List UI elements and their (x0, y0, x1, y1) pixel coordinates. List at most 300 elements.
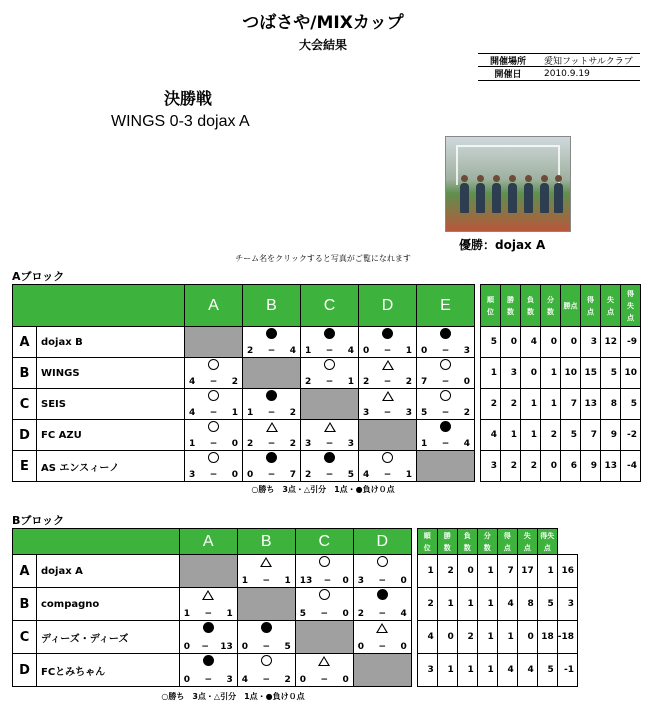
score-dash: − (262, 675, 270, 685)
score-against: 3 (405, 408, 412, 418)
stat-value: 2 (417, 588, 437, 621)
stat-value: 16 (557, 555, 577, 588)
match-cell (243, 420, 301, 451)
score-against: 2 (405, 377, 412, 387)
stat-value: -1 (557, 654, 577, 687)
player-figure (492, 183, 501, 213)
stat-value: 1 (537, 555, 557, 588)
score-for: 3 (363, 408, 370, 418)
score-for: 2 (247, 439, 254, 449)
table-row (13, 420, 641, 451)
team-name-link[interactable]: SEIS (37, 389, 185, 420)
score-against: 5 (284, 642, 291, 652)
loss-mark-icon (266, 452, 277, 463)
row-key: E (13, 451, 37, 482)
score-for: 7 (421, 377, 428, 387)
score-against: 4 (400, 609, 407, 619)
row-key: C (13, 389, 37, 420)
final-label: 決勝戦 (164, 89, 213, 108)
score-for: 0 (363, 346, 370, 356)
match-cell (179, 588, 237, 621)
stat-header-text: 得失 (540, 531, 555, 540)
winner-label: 優勝：dojax A (459, 238, 546, 252)
stat-header (457, 529, 477, 555)
stat-header-text: 数 (527, 307, 534, 316)
score-against: 5 (347, 470, 354, 480)
score-for: 3 (357, 576, 364, 586)
match-score (185, 439, 242, 449)
stat-header (481, 285, 501, 327)
stat-value: 1 (521, 389, 541, 420)
date-row (478, 67, 640, 81)
venue-key: 開催場所 (489, 56, 526, 67)
match-score (296, 576, 353, 586)
score-for: 3 (189, 470, 196, 480)
match-cell (179, 654, 237, 687)
column-header: D (353, 529, 411, 555)
score-against: 13 (220, 642, 233, 652)
column-header: A (185, 285, 243, 327)
stat-header (581, 285, 601, 327)
score-against: 7 (289, 470, 296, 480)
row-key: D (13, 420, 37, 451)
match-result (301, 328, 358, 342)
match-result (354, 589, 411, 603)
stat-value: 7 (497, 555, 517, 588)
match-score (296, 609, 353, 619)
stat-header-text: 数 (443, 543, 451, 552)
score-dash: − (209, 470, 218, 480)
loss-mark-icon (203, 622, 214, 633)
stat-header-text: 数 (463, 543, 471, 552)
row-key: A (13, 327, 37, 358)
stat-value: 1 (477, 588, 497, 621)
match-score (359, 470, 416, 480)
self-match-cell (301, 389, 359, 420)
self-match-cell (237, 588, 295, 621)
team-name-link[interactable]: compagno (37, 588, 180, 621)
stat-header-text: 数 (547, 307, 554, 316)
score-against: 0 (463, 377, 470, 387)
score-dash: − (383, 346, 392, 356)
score-against: 4 (463, 439, 470, 449)
table-row (13, 654, 578, 687)
score-for: 2 (363, 377, 370, 387)
column-header: E (417, 285, 475, 327)
loss-mark-icon (266, 390, 277, 401)
match-cell (243, 327, 301, 358)
stat-value: -18 (557, 621, 577, 654)
stat-header-text: 点 (503, 543, 511, 552)
draw-mark-icon (376, 623, 388, 633)
win-mark-icon (440, 390, 451, 401)
stat-header (497, 529, 517, 555)
match-score (238, 675, 295, 685)
loss-mark-icon (440, 328, 451, 339)
score-against: 1 (347, 377, 354, 387)
match-cell (237, 555, 295, 588)
block-a-legend: ○勝ち 3点・△引分 1点・●負け０点 (251, 485, 395, 494)
match-score (301, 346, 358, 356)
match-result (301, 421, 358, 435)
score-for: 4 (189, 408, 196, 418)
stat-header-text: 点 (607, 307, 614, 316)
match-result (180, 589, 237, 603)
stat-value: 4 (517, 654, 537, 687)
stat-value: 1 (457, 588, 477, 621)
stat-header-text: 勝点 (563, 301, 578, 310)
self-match-cell (359, 420, 417, 451)
block-a-table (12, 284, 641, 482)
table-row (13, 621, 578, 654)
stat-header (541, 285, 561, 327)
stat-header-text: 失 (627, 301, 634, 310)
stat-value: -4 (621, 451, 641, 482)
stat-value: 8 (517, 588, 537, 621)
self-match-cell (179, 555, 237, 588)
score-against: 2 (284, 675, 291, 685)
loss-mark-icon (203, 655, 214, 666)
team-name-link[interactable]: ディーズ・ディーズ (37, 621, 180, 654)
score-for: 2 (305, 377, 312, 387)
match-result (180, 622, 237, 636)
score-against: 4 (289, 346, 296, 356)
click-note: チーム名をクリックすると写真がご覧になれます (235, 254, 411, 263)
stat-value: 18 (537, 621, 557, 654)
stat-value: 3 (417, 654, 437, 687)
score-dash: − (325, 439, 334, 449)
match-result (185, 390, 242, 404)
score-against: 0 (342, 675, 349, 685)
stat-header (517, 529, 537, 555)
win-mark-icon (208, 359, 219, 370)
score-for: 1 (421, 439, 428, 449)
score-dash: − (383, 408, 392, 418)
score-for: 3 (305, 439, 312, 449)
win-mark-icon (208, 421, 219, 432)
match-cell (353, 555, 411, 588)
score-dash: − (209, 408, 218, 418)
stat-value: 0 (501, 327, 521, 358)
match-cell (185, 451, 243, 482)
score-for: 13 (299, 576, 313, 586)
self-match-cell (243, 358, 301, 389)
stat-value: 5 (561, 420, 581, 451)
match-result (354, 556, 411, 570)
stat-value: 5 (537, 654, 557, 687)
win-mark-icon (440, 359, 451, 370)
match-result (417, 359, 474, 373)
match-cell (295, 654, 353, 687)
match-cell (179, 621, 237, 654)
score-dash: − (201, 642, 209, 652)
score-against: 1 (231, 408, 238, 418)
draw-mark-icon (260, 557, 272, 567)
stat-value: 2 (501, 451, 521, 482)
loss-mark-icon (324, 328, 335, 339)
team-name-link[interactable]: WINGS (37, 358, 185, 389)
stat-value: 5 (621, 389, 641, 420)
self-match-cell (295, 621, 353, 654)
draw-mark-icon (266, 422, 278, 432)
draw-mark-icon (202, 590, 214, 600)
match-cell (359, 451, 417, 482)
score-dash: − (267, 470, 276, 480)
score-dash: − (378, 576, 386, 586)
stat-value: 1 (437, 654, 457, 687)
stat-value: 4 (521, 327, 541, 358)
table-row (13, 389, 641, 420)
block-b-label: Bブロック (12, 514, 65, 527)
stat-value: 9 (601, 420, 621, 451)
self-match-cell (353, 654, 411, 687)
player-figure (540, 183, 549, 213)
win-mark-icon (319, 556, 330, 567)
table-row (13, 555, 578, 588)
win-mark-icon (324, 359, 335, 370)
stat-value: 5 (481, 327, 501, 358)
header-corner (13, 529, 180, 555)
score-against: 2 (231, 377, 238, 387)
stat-value: 3 (501, 358, 521, 389)
stat-header-text: 勝 (507, 295, 514, 304)
row-key: D (13, 654, 37, 687)
stat-header-text: 点 (543, 543, 551, 552)
stat-value: 4 (481, 420, 501, 451)
match-result (296, 556, 353, 570)
stat-header (561, 285, 581, 327)
match-result (417, 390, 474, 404)
table-row (13, 451, 641, 482)
match-result (185, 452, 242, 466)
team-name-link[interactable]: AS エンスィーノ (37, 451, 185, 482)
match-result (296, 655, 353, 669)
score-against: 0 (400, 642, 407, 652)
score-against: 0 (342, 576, 349, 586)
match-result (238, 622, 295, 636)
score-against: 2 (289, 439, 296, 449)
score-for: 0 (241, 642, 248, 652)
match-score (243, 346, 300, 356)
score-against: 2 (463, 408, 470, 418)
score-for: 0 (247, 470, 254, 480)
stat-value: 1 (481, 358, 501, 389)
match-result (359, 359, 416, 373)
match-cell (353, 621, 411, 654)
match-cell (185, 389, 243, 420)
stat-header (501, 285, 521, 327)
block-b-table (12, 528, 578, 687)
match-score (359, 346, 416, 356)
win-mark-icon (261, 655, 272, 666)
stat-header-text: 得 (587, 295, 594, 304)
score-for: 0 (299, 675, 306, 685)
score-for: 1 (305, 346, 312, 356)
score-dash: − (441, 377, 450, 387)
score-for: 1 (183, 609, 190, 619)
stat-header-text: 得 (627, 289, 634, 298)
match-result (180, 655, 237, 669)
score-dash: − (320, 675, 328, 685)
stat-value: 4 (497, 654, 517, 687)
match-cell (359, 327, 417, 358)
score-for: 0 (183, 675, 190, 685)
stat-value: 2 (541, 420, 561, 451)
team-name-link[interactable]: dojax A (37, 555, 180, 588)
score-dash: − (262, 642, 270, 652)
stat-value: 1 (477, 654, 497, 687)
stat-header-text: 数 (507, 307, 514, 316)
header-corner (13, 285, 185, 327)
score-dash: − (204, 675, 212, 685)
match-cell (295, 588, 353, 621)
match-result (243, 421, 300, 435)
match-cell (185, 420, 243, 451)
score-for: 1 (247, 408, 254, 418)
team-name-link[interactable]: FCとみちゃん (37, 654, 180, 687)
score-for: 1 (241, 576, 248, 586)
column-header: C (295, 529, 353, 555)
draw-mark-icon (382, 391, 394, 401)
match-result (301, 359, 358, 373)
draw-mark-icon (318, 656, 330, 666)
row-key: B (13, 358, 37, 389)
match-result (359, 452, 416, 466)
stat-value: 0 (437, 621, 457, 654)
table-row (13, 327, 641, 358)
match-cell (185, 358, 243, 389)
score-for: 0 (421, 346, 428, 356)
match-result (359, 328, 416, 342)
match-score (238, 642, 295, 652)
stat-value: 1 (541, 389, 561, 420)
row-key: B (13, 588, 37, 621)
score-against: 4 (347, 346, 354, 356)
stat-value: 0 (457, 555, 477, 588)
score-for: 2 (305, 470, 312, 480)
page-title: つばさや/MIXカップ (242, 13, 404, 33)
match-cell (301, 420, 359, 451)
stat-value: 10 (561, 358, 581, 389)
score-against: 3 (226, 675, 233, 685)
score-for: 0 (183, 642, 190, 652)
stat-value: 8 (601, 389, 621, 420)
stat-value: 13 (581, 389, 601, 420)
loss-mark-icon (324, 452, 335, 463)
stat-value: 1 (521, 420, 541, 451)
match-score (301, 470, 358, 480)
stat-value: 5 (537, 588, 557, 621)
match-result (354, 622, 411, 636)
stat-header-text: 分 (483, 531, 491, 540)
player-figure (508, 183, 517, 213)
score-against: 1 (226, 609, 233, 619)
match-result (296, 589, 353, 603)
loss-mark-icon (382, 328, 393, 339)
score-dash: − (267, 346, 276, 356)
match-score (185, 408, 242, 418)
score-for: 5 (421, 408, 428, 418)
stat-value: 10 (621, 358, 641, 389)
match-score (417, 346, 474, 356)
match-result (185, 421, 242, 435)
score-dash: − (383, 377, 392, 387)
stat-header (521, 285, 541, 327)
match-cell (295, 555, 353, 588)
stat-value: 0 (541, 451, 561, 482)
block-b-legend: ○勝ち 3点・△引分 1点・●負け０点 (161, 692, 305, 701)
score-against: 0 (231, 470, 238, 480)
stat-value: 4 (417, 621, 437, 654)
stat-header-text: 位 (423, 543, 431, 552)
score-for: 5 (299, 609, 306, 619)
stat-header-text: 失 (523, 531, 531, 540)
score-against: 0 (342, 609, 349, 619)
winner-photo[interactable] (445, 136, 571, 232)
stat-value: 0 (521, 358, 541, 389)
win-mark-icon (377, 556, 388, 567)
draw-mark-icon (382, 360, 394, 370)
stat-value: 17 (517, 555, 537, 588)
score-for: 2 (357, 609, 364, 619)
score-for: 0 (357, 642, 364, 652)
stat-value: 1 (501, 420, 521, 451)
self-match-cell (185, 327, 243, 358)
stat-header (417, 529, 437, 555)
table-row (13, 588, 578, 621)
score-dash: − (209, 377, 218, 387)
column-header: D (359, 285, 417, 327)
win-mark-icon (208, 390, 219, 401)
match-cell (301, 358, 359, 389)
player-figure (476, 183, 485, 213)
stat-value: 1 (477, 621, 497, 654)
stat-value: 2 (437, 555, 457, 588)
match-cell (417, 327, 475, 358)
stat-header-text: 得 (503, 531, 511, 540)
match-result (243, 328, 300, 342)
score-for: 4 (241, 675, 248, 685)
date-key: 開催日 (494, 70, 522, 80)
stat-header-text: 失 (607, 295, 614, 304)
score-dash: − (325, 346, 334, 356)
match-cell (243, 389, 301, 420)
stat-value: 1 (477, 555, 497, 588)
win-mark-icon (319, 589, 330, 600)
stat-header-text: 位 (487, 307, 494, 316)
stat-value: 2 (501, 389, 521, 420)
match-score (185, 377, 242, 387)
match-score (354, 576, 411, 586)
score-for: 4 (189, 377, 196, 387)
match-result (243, 390, 300, 404)
stat-value: 0 (561, 327, 581, 358)
stat-header-text: 順 (487, 295, 494, 304)
team-name-link[interactable]: FC AZU (37, 420, 185, 451)
score-dash: − (209, 439, 218, 449)
match-cell (301, 451, 359, 482)
stat-header-text: 負 (463, 531, 471, 540)
self-match-cell (417, 451, 475, 482)
team-name-link[interactable]: dojax B (37, 327, 185, 358)
stat-header (477, 529, 497, 555)
match-score (359, 377, 416, 387)
stat-header-text: 負 (527, 295, 534, 304)
stat-header-text: 点 (627, 313, 634, 322)
match-score (301, 377, 358, 387)
match-cell (353, 588, 411, 621)
stat-value: 3 (581, 327, 601, 358)
